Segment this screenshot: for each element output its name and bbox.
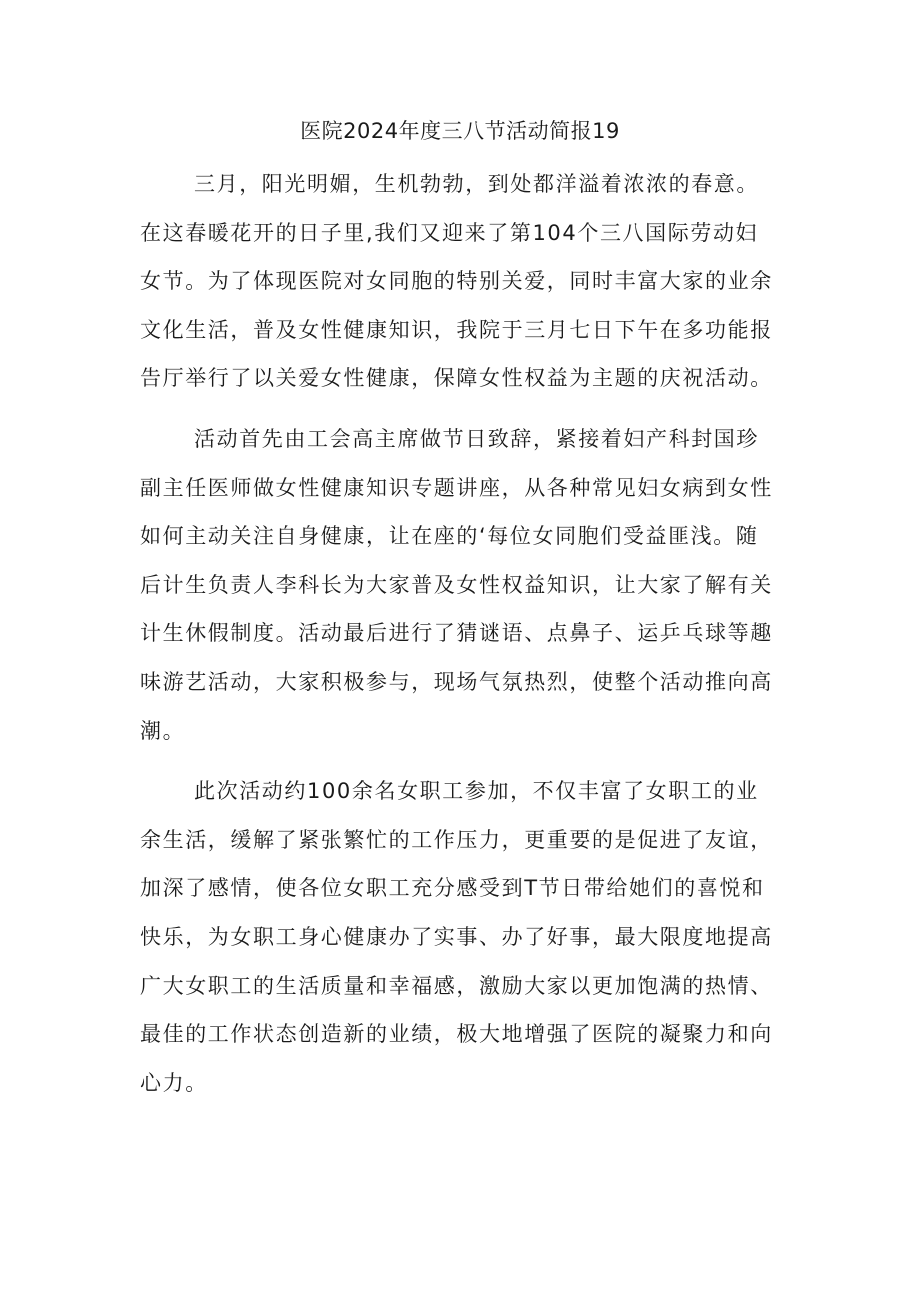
paragraph-1-line-2: 在这春暖花开的日子里,我们又迎来了第104个三八国际劳动妇 <box>140 220 759 245</box>
paragraph-3-line-7: 心力。 <box>140 1070 208 1095</box>
paragraph-3-line-1: 此次活动约100余名女职工参加，不仅丰富了女职工的业 <box>194 779 759 804</box>
paragraph-3-line-4: 快乐，为女职工身心健康办了实事、办了好事，最大限度地提高 <box>140 924 773 949</box>
paragraph-1-line-3: 女节。为了体现医院对女同胞的特别关爱，同时丰富大家的业余 <box>140 269 773 294</box>
document-title: 医院2024年度三八节活动简报19 <box>300 119 620 143</box>
paragraph-1-line-4: 文化生活，普及女性健康知识，我院于三月七日下午在多功能报 <box>140 317 773 342</box>
paragraph-3-line-2: 余生活，缓解了紧张繁忙的工作压力，更重要的是促进了友谊， <box>140 827 773 852</box>
paragraph-2-line-5: 计生休假制度。活动最后进行了猜谜语、点鼻子、运乒乓球等趣 <box>140 621 773 646</box>
paragraph-spacer <box>140 755 800 767</box>
paragraph-2-line-2: 副主任医师做女性健康知识专题讲座，从各种常见妇女病到女性 <box>140 475 773 500</box>
paragraph-3-line-5: 广大女职工的生活质量和幸福感，激励大家以更加饱满的热情、 <box>140 973 773 998</box>
paragraph-3-line-6: 最佳的工作状态创造新的业绩，极大地增强了医院的凝聚力和向 <box>140 1022 773 1047</box>
paragraph-2-line-6: 味游艺活动，大家积极参与，现场气氛热烈，使整个活动推向高 <box>140 669 773 694</box>
document-body <box>140 160 800 1107</box>
paragraph-3-line-3: 加深了感情，使各位女职工充分感受到T节日带给她们的喜悦和 <box>140 876 765 901</box>
paragraph-2-line-7: 潮。 <box>140 718 186 743</box>
paragraph-1-line-5: 告厅举行了以关爱女性健康，保障女性权益为主题的庆祝活动。 <box>140 366 773 391</box>
paragraph-spacer <box>140 403 800 415</box>
paragraph-1-line-1: 三月，阳光明媚，生机勃勃，到处都洋溢着浓浓的春意。 <box>194 172 759 196</box>
paragraph-2-line-1: 活动首先由工会高主席做节日致辞，紧接着妇产科封国珍 <box>194 426 759 451</box>
paragraph-2-line-3: 如何主动关注自身健康，让在座的‘每位女同胞们受益匪浅。随 <box>140 524 759 549</box>
paragraph-2-line-4: 后计生负责人李科长为大家普及女性权益知识，让大家了解有关 <box>140 572 773 597</box>
